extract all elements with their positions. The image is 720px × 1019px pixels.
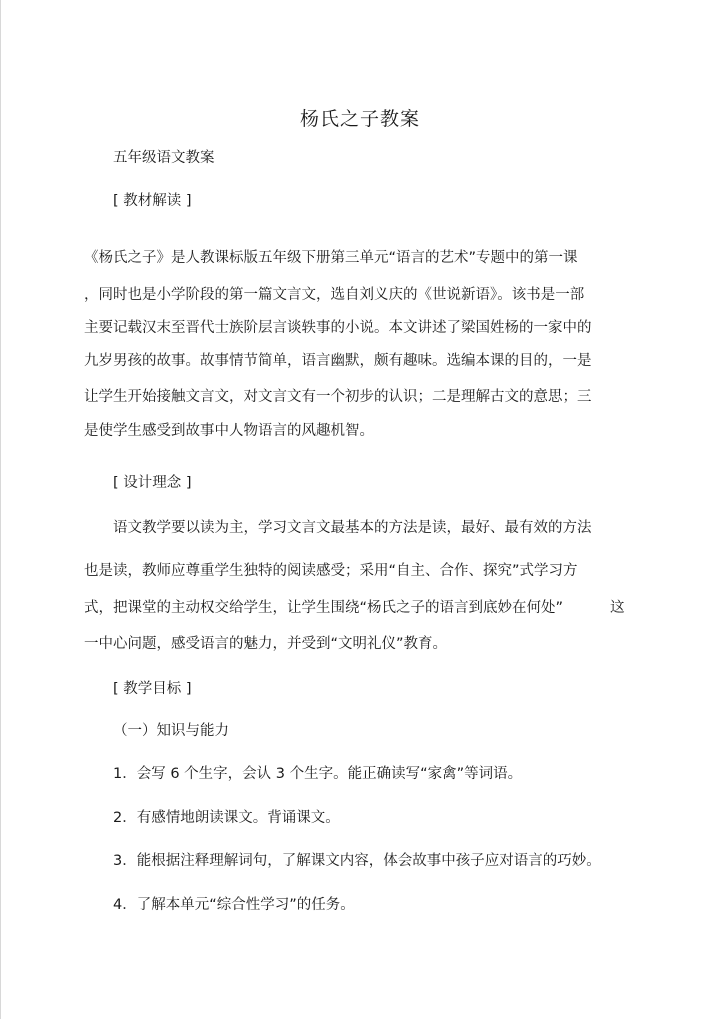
section-heading-goals: [ 教学目标 ] bbox=[113, 681, 192, 697]
design-line-3b: 这 bbox=[610, 600, 625, 616]
design-line-2: 也是读，教师应尊重学生独特的阅读感受；采用“自主、合作、探究”式学习方 bbox=[84, 563, 578, 579]
design-line-3a: 式，把课堂的主动权交给学生，让学生围绕“杨氏之子的语言到底妙在何处” bbox=[84, 600, 564, 616]
page-left-edge bbox=[0, 0, 1, 1019]
material-line-3: 主要记载汉末至晋代士族阶层言谈轶事的小说。本文讲述了梁国姓杨的一家中的 bbox=[84, 320, 592, 336]
design-line-1: 语文教学要以读为主，学习文言文最基本的方法是读，最好、最有效的方法 bbox=[113, 520, 592, 536]
document-title: 杨氏之子教案 bbox=[299, 108, 420, 130]
goal-item-2: 2．有感情地朗读课文。背诵课文。 bbox=[113, 810, 340, 826]
goal-item-3: 3．能根据注释理解词句，了解课文内容，体会故事中孩子应对语言的巧妙。 bbox=[113, 853, 601, 869]
section-heading-material: [ 教材解读 ] bbox=[113, 193, 192, 209]
goal-item-1: 1．会写 6 个生字，会认 3 个生字。能正确读写“家禽”等词语。 bbox=[113, 766, 523, 782]
goals-subheading: （一）知识与能力 bbox=[113, 723, 229, 739]
material-line-1: 《杨氏之子》是人教课标版五年级下册第三单元“语言的艺术”专题中的第一课 bbox=[84, 250, 578, 266]
material-line-5: 让学生开始接触文言文，对文言文有一个初步的认识；二是理解古文的意思；三 bbox=[84, 389, 592, 405]
document-subtitle: 五年级语文教案 bbox=[113, 150, 215, 166]
design-line-4: 一中心问题，感受语言的魅力，并受到“文明礼仪”教育。 bbox=[84, 636, 448, 652]
material-line-2: ，同时也是小学阶段的第一篇文言文，选自刘义庆的《世说新语》。该书是一部 bbox=[84, 287, 585, 303]
material-line-6: 是使学生感受到故事中人物语言的风趣机智。 bbox=[84, 423, 374, 439]
goal-item-4: 4．了解本单元“综合性学习”的任务。 bbox=[113, 897, 355, 913]
section-heading-design: [ 设计理念 ] bbox=[113, 475, 192, 491]
material-line-4: 九岁男孩的故事。故事情节简单，语言幽默，颇有趣味。选编本课的目的，一是 bbox=[84, 353, 592, 369]
